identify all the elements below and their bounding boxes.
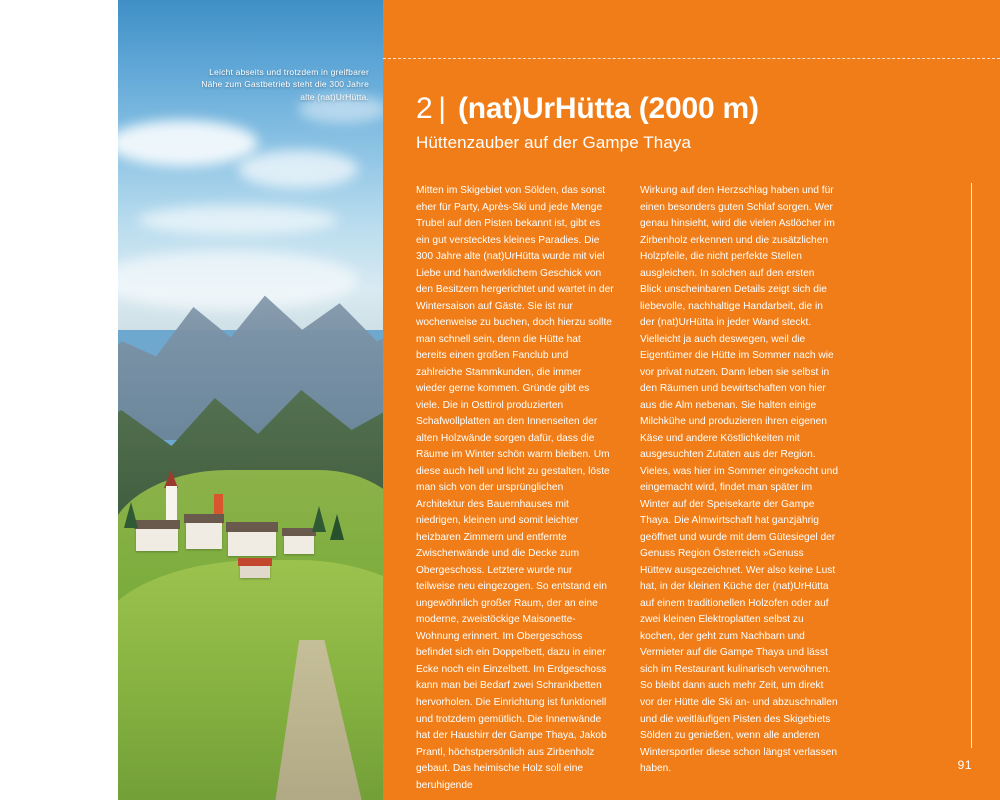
cloud-shape [238, 150, 358, 188]
hut-building [284, 536, 314, 554]
shed-building [240, 566, 270, 578]
hut-building [186, 523, 222, 549]
right-vertical-rule [971, 183, 972, 748]
photo-caption: Leicht abseits und trotzdem in greifbarer Nähe zum Gastbetrieb steht die 300 Jahre alte (nat)UrHütta. [201, 67, 369, 102]
page-number: 91 [957, 758, 972, 772]
body-paragraph-left: Mitten im Skigebiet von Sölden, das sonst eher für Party, Après-Ski und jede Menge Trubel auf den Pisten bekannt ist, gibt es ein gut verstecktes kleines Paradies. Die 300 Jahre alte (nat)UrHütta wurde mit viel Liebe und handwerklichem Geschick von den Besitzern hergerichtet und wartet in der Wintersaison auf Gäste. Sie ist nur wochenweise zu buchen, doch hierzu sollte man schnell sein, denn die Hütte hat bereits einen großen Fanclub und zahlreiche Stammkunden, die immer wieder gerne kommen. Gründe gibt es viele. Die in Osttirol produzierten Schafwollplatten an den Innenseiten der alten Holzwände sorgen dafür, dass die Räume im Winter schön warm bleiben. Um diese auch hell und licht zu gestalten, löste man sich von der ursprünglichen Architektur des Bauernhauses mit niedrigen, kleinen und somit leichter heizbaren Zimmern und entfernte Zwischenwände und die Decke zum Obergeschoss. Letztere wurde nur teilweise neu eingezogen. So entstand ein ungewöhnlich großer Raum, der an eine moderne, zweistöckige Maisonette-Wohnung erinnert. Im Obergeschoss befindet sich ein Doppelbett, dazu in einer Ecke noch ein Einzelbett. Im Erdgeschoss kann man bei Bedarf zwei Schrankbetten hervorholen. Die Einrichtung ist funktionell und trotzdem gemütlich. Die Innenwände hat der Haushirr der Gampe Thaya, Jakob Prantl, höchstpersönlich aus Zirbenholz gebaut. Das heimische Holz soll eine beruhigende [416, 185, 614, 791]
conifer-tree [124, 502, 138, 528]
hut-roof [134, 520, 180, 529]
article-content-panel [383, 0, 1000, 800]
chapter-number: 2 [416, 92, 434, 125]
hut-roof [282, 528, 316, 536]
body-column-left [416, 183, 614, 794]
chapter-title-line [416, 92, 970, 126]
hut-roof [226, 522, 278, 532]
conifer-tree [330, 514, 344, 540]
chapter-separator: | [438, 92, 446, 125]
page-title: (nat)UrHütta (2000 m) [457, 92, 759, 125]
body-text-columns [416, 183, 972, 794]
left-white-margin [0, 0, 118, 800]
alpine-village-photo [118, 0, 383, 800]
body-paragraph-right: Wirkung auf den Herzschlag haben und für einen besonders guten Schlaf sorgen. Wer genau hinsieht, wird die vielen Astlöcher im Zirbenholz erkennen und die zusätzlichen Holzpfeile, die nicht perfekte Stellen ausgleichen. In solchen auf den ersten Blick unscheinbaren Details zeigt sich die liebevolle, nachhaltige Handarbeit, die in der (nat)UrHütta in jeder Wand steckt. Vielleicht ja auch deswegen, weil die Eigentümer die Hütte im Sommer nach wie vor privat nutzen. Dann leben sie selbst in den Räumen und bewirtschaften von hier aus die Alm nebenan. Sie halten einige Milchkühe und produzieren ihren eigenen Käse und andere Köstlichkeiten mit ausgesuchten Zutaten aus der Region. Vieles, was hier im Sommer eingekocht und eingemacht wird, findet man später im Winter auf der Speisekarte der Gampe Thaya. Die Almwirtschaft hat ganzjährig geöffnet und wurde mit dem Gütesiegel der Genuss Region Österreich »Genuss Hüttew ausgezeichnet. Wer also keine Lust hat, in der kleinen Küche der (nat)UrHütta auf einem traditionellen Holzofen oder auf zwei kleinen Elektroplatten selbst zu kochen, der geht zum Nachbarn und Vermieter auf die Gampe Thaya und lässt sich im Restaurant kulinarisch verwöhnen. So bleibt dann auch mehr Zeit, um direkt vor der Hütte die Ski an- und abzuschnallen und die weitläufigen Pisten des Skigebiets Sölden zu genießen, wenn alle anderen Wintersportler diese schon längst verlassen haben. [640, 185, 838, 775]
cloud-shape [138, 205, 338, 235]
hut-roof [184, 514, 224, 523]
hut-building [136, 529, 178, 551]
article-header [416, 92, 970, 153]
red-roof-shed [238, 558, 272, 566]
village-cluster [126, 480, 376, 590]
dashed-divider [383, 58, 1000, 59]
body-column-right [640, 183, 838, 794]
page-subtitle: Hüttenzauber auf der Gampe Thaya [416, 133, 692, 152]
hut-building [228, 532, 276, 556]
conifer-tree [312, 506, 326, 532]
